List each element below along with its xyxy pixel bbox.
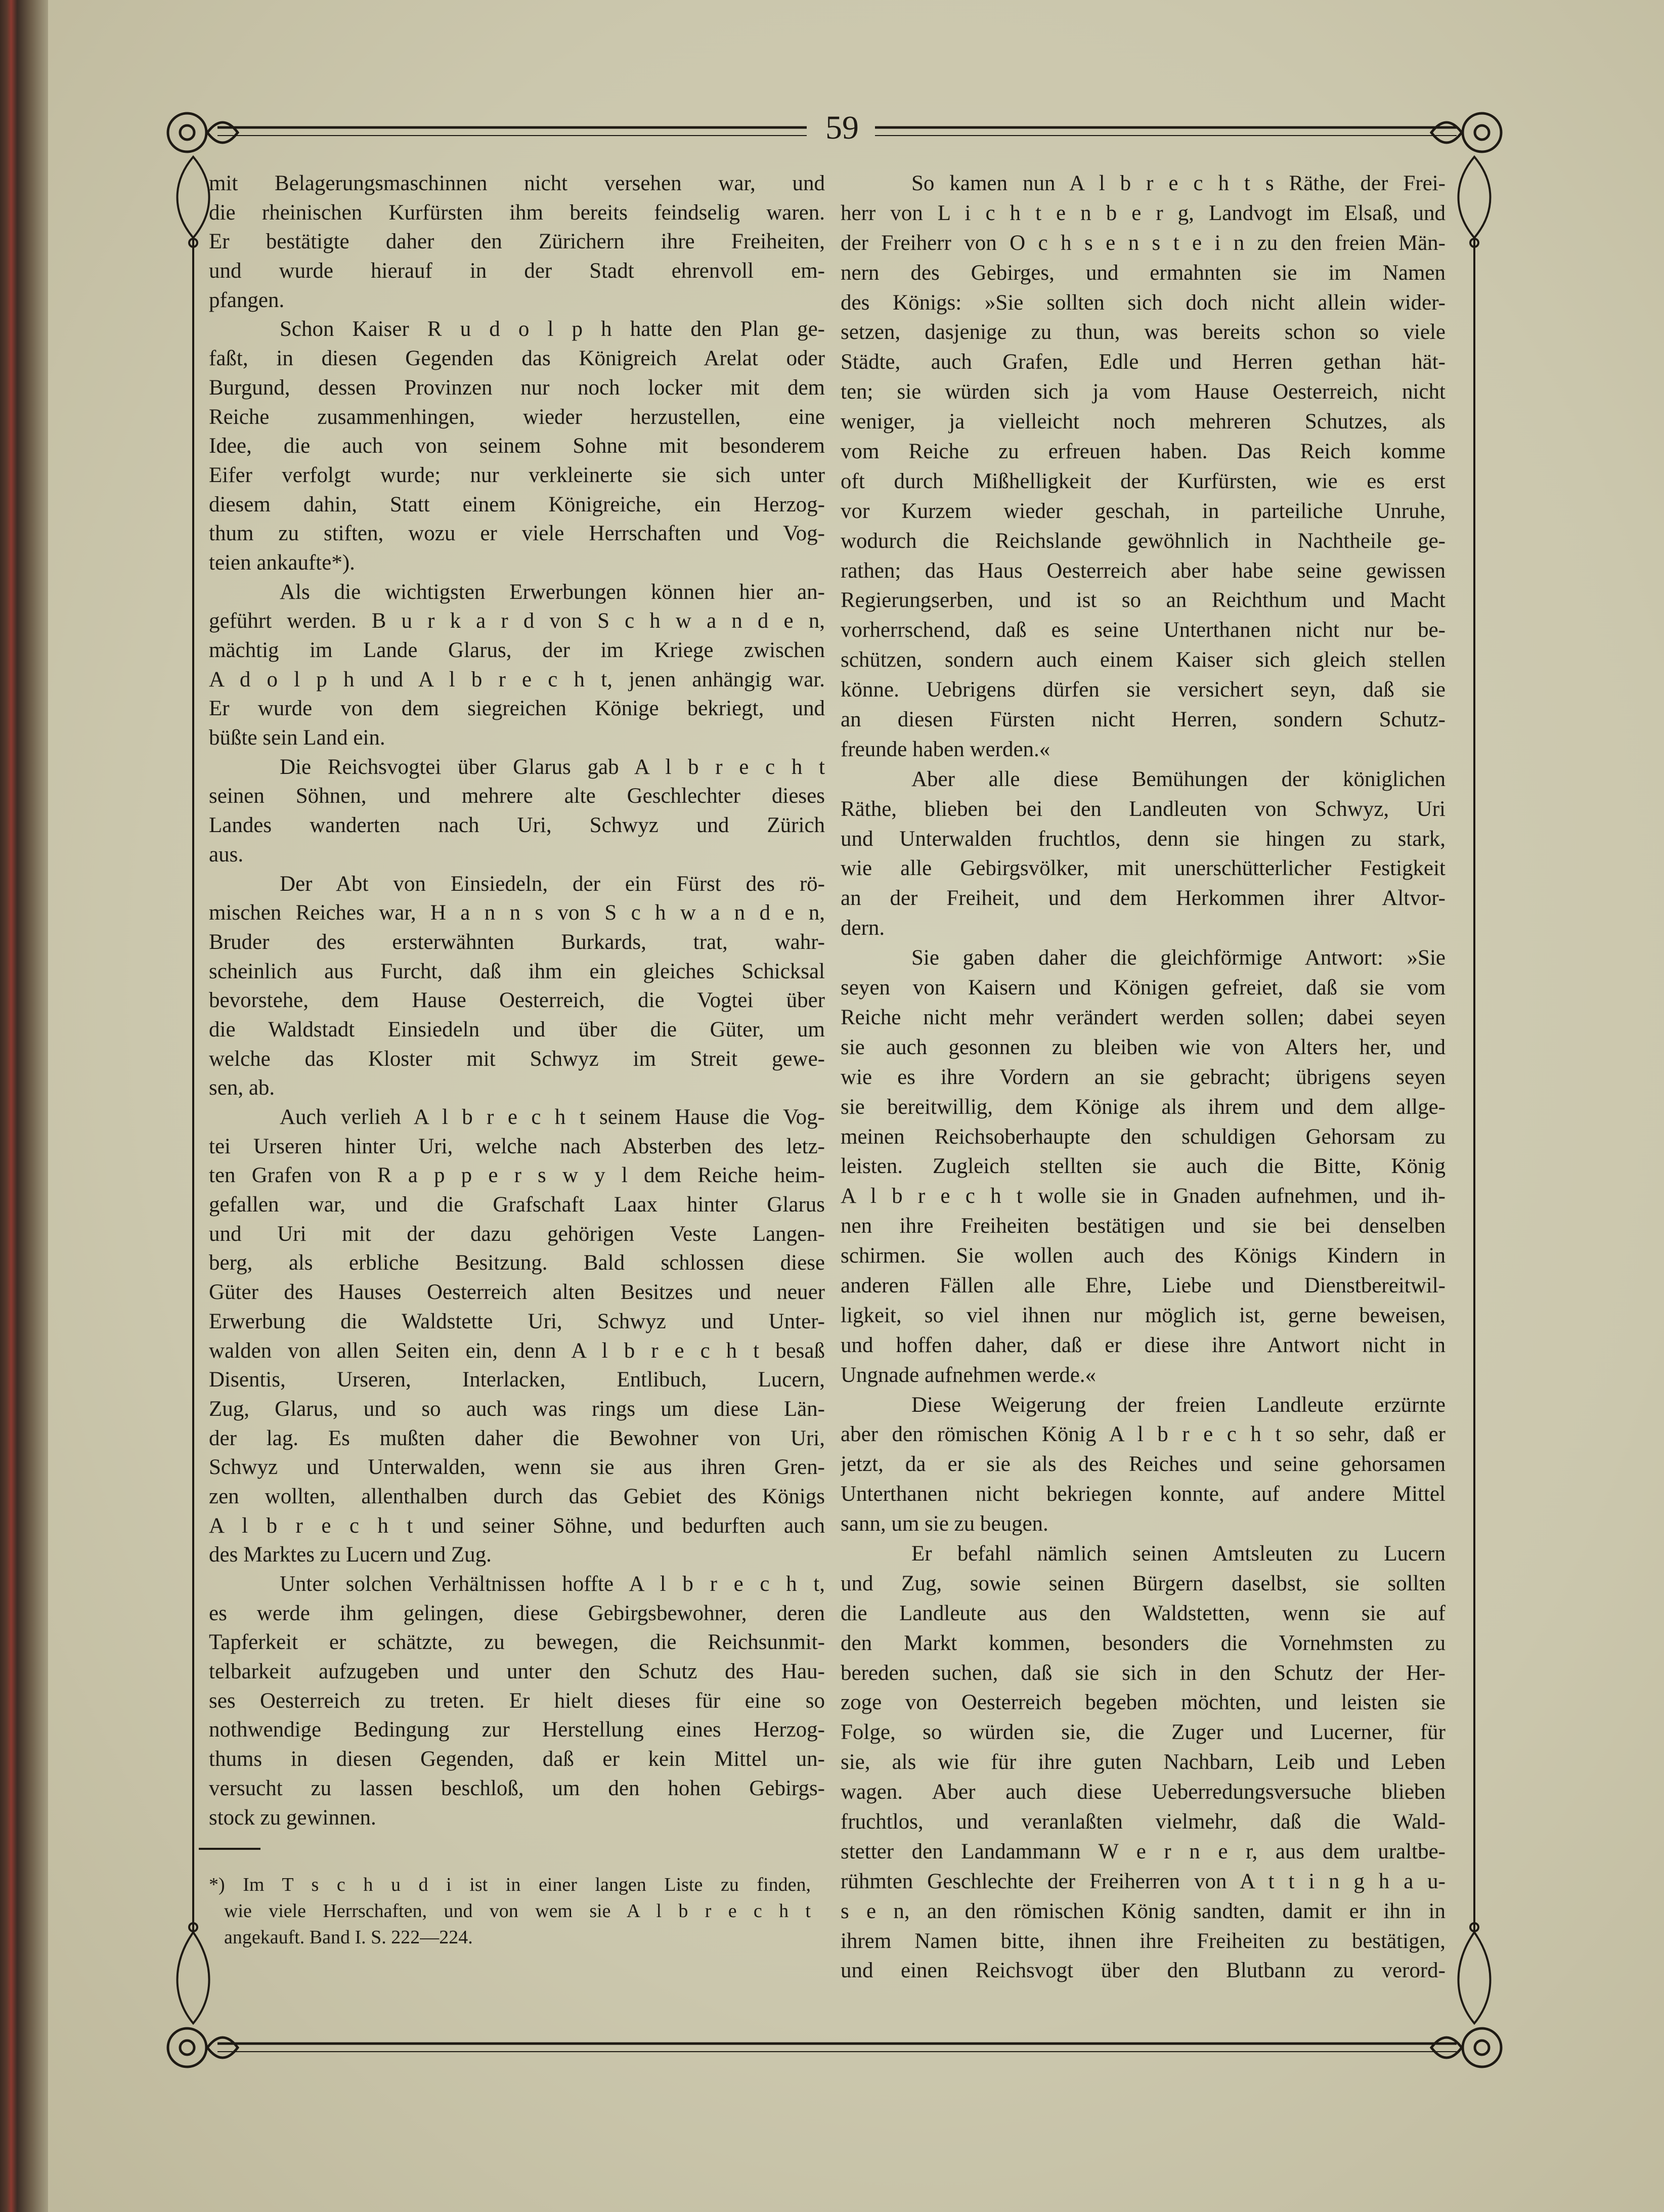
text-line: scheinlich aus Furcht, daß ihm ein gleiches Schicksal xyxy=(209,959,825,983)
footnote-line: *) Im T s c h u d i ist in einer langen Liste zu finden, xyxy=(209,1874,811,1895)
text-line: und wurde hierauf in der Stadt ehrenvoll em- xyxy=(209,259,825,283)
paragraph xyxy=(841,1539,1446,1986)
text-line: Unter solchen Verhältnissen hoffte A l b r e c h t, xyxy=(280,1572,825,1596)
text-line: dern. xyxy=(841,916,885,940)
text-line: büßte sein Land ein. xyxy=(209,726,385,750)
text-line: Bruder des ersterwähnten Burkards, trat, wahr- xyxy=(209,930,825,954)
text-line: faßt, in diesen Gegenden das Königreich Arelat oder xyxy=(209,346,825,371)
text-line: Schwyz und Unterwalden, wenn sie aus ihren Gren- xyxy=(209,1455,825,1480)
text-line: fruchtlos, und veranlaßten vielmehr, daß die Wald- xyxy=(841,1809,1446,1834)
paragraph xyxy=(209,315,825,577)
text-line: nothwendige Bedingung zur Herstellung eines Herzog- xyxy=(209,1718,825,1742)
text-line: der lag. Es mußten daher die Bewohner von Uri, xyxy=(209,1426,825,1450)
text-line: berg, als erbliche Besitzung. Bald schlossen diese xyxy=(209,1251,825,1275)
text-line: Disentis, Urseren, Interlacken, Entlibuch, Lucern, xyxy=(209,1368,825,1392)
text-line: tei Urseren hinter Uri, welche nach Absterben des letz- xyxy=(209,1134,825,1158)
text-line: ten Grafen von R a p p e r s w y l dem Reiche heim- xyxy=(209,1163,825,1188)
text-line: rathen; das Haus Oesterreich aber habe seine gewissen xyxy=(841,558,1446,583)
text-line: Reiche zusammenhingen, wieder herzustellen, eine xyxy=(209,405,825,429)
text-line: sie auch gesonnen zu bleiben wie von Alters her, und xyxy=(841,1035,1446,1059)
text-line: zoge von Oesterreich begeben möchten, und leisten sie xyxy=(841,1690,1446,1715)
text-line: Unterthanen nicht bekriegen konnte, auf andere Mittel xyxy=(841,1482,1446,1506)
text-line: Sie gaben daher die gleichförmige Antwort: »Sie xyxy=(911,946,1446,970)
right-text-column xyxy=(841,169,1446,1986)
text-line: schützen, sondern auch einem Kaiser sich gleich stellen xyxy=(841,648,1446,672)
text-line: schirmen. Sie wollen auch des Königs Kindern in xyxy=(841,1244,1446,1268)
text-line: und einen Reichsvogt über den Blutbann zu verord- xyxy=(841,1959,1446,1983)
text-line: es werde ihm gelingen, diese Gebirgsbewohner, deren xyxy=(209,1601,825,1625)
text-line: ihrem Namen bitte, ihnen ihre Freiheiten zu bestätigen, xyxy=(841,1929,1446,1953)
text-line: walden von allen Seiten ein, denn A l b r e c h t besaß xyxy=(209,1338,825,1363)
paragraph xyxy=(841,943,1446,1390)
text-line: könne. Uebrigens dürfen sie versichert seyn, daß sie xyxy=(841,678,1446,702)
paragraph xyxy=(209,578,825,753)
text-line: wagen. Aber auch diese Ueberredungsversuche blieben xyxy=(841,1780,1446,1804)
text-line: ten; sie würden sich ja vom Hause Oesterreich, nicht xyxy=(841,380,1446,404)
text-line: Diese Weigerung der freien Landleute erzürnte xyxy=(911,1393,1446,1417)
text-line: an diesen Fürsten nicht Herren, sondern Schutz- xyxy=(841,708,1446,732)
text-line: stetter den Landammann W e r n e r, aus dem uraltbe- xyxy=(841,1839,1446,1863)
text-line: Regierungserben, und ist so an Reichthum und Macht xyxy=(841,588,1446,613)
text-line: oft durch Mißhelligkeit der Kurfürsten, wie es erst xyxy=(841,469,1446,493)
text-line: A d o l p h und A l b r e c h t, jenen anhängig war. xyxy=(209,667,825,691)
text-line: aber den römischen König A l b r e c h t so sehr, daß er xyxy=(841,1422,1446,1447)
text-line: sen, ab. xyxy=(209,1076,275,1100)
text-line: versucht zu lassen beschloß, um den hohen Gebirgs- xyxy=(209,1776,825,1800)
text-line: teien ankaufte*). xyxy=(209,550,355,575)
text-line: Städte, auch Grafen, Edle und Herren gethan hät- xyxy=(841,350,1446,374)
text-line: Tapferkeit er schätzte, zu bewegen, die Reichsunmit- xyxy=(209,1630,825,1655)
paragraph xyxy=(209,1570,825,1832)
text-line: Burgund, dessen Provinzen nur noch locker mit dem xyxy=(209,375,825,400)
text-line: rühmten Geschlechte der Freiherren von A t t i n g h a u- xyxy=(841,1869,1446,1893)
text-line: mächtig im Lande Glarus, der im Kriege zwischen xyxy=(209,638,825,662)
footnote xyxy=(209,1872,811,1950)
text-line: seinen Söhnen, und mehrere alte Geschlechter dieses xyxy=(209,784,825,808)
left-text-column xyxy=(209,169,825,1832)
text-line: vor Kurzem wieder geschah, in parteiliche Unruhe, xyxy=(841,499,1446,523)
text-line: Er bestätigte daher den Zürichern ihre Freiheiten, xyxy=(209,230,825,254)
paragraph xyxy=(209,753,825,870)
text-line: Ungnade aufnehmen werde.« xyxy=(841,1363,1097,1387)
text-line: Der Abt von Einsiedeln, der ein Fürst des rö- xyxy=(280,872,825,896)
paragraph xyxy=(841,1391,1446,1539)
text-line: freunde haben werden.« xyxy=(841,737,1050,761)
footnote-divider xyxy=(199,1848,260,1850)
text-line: gefallen war, und die Grafschaft Laax hinter Glarus xyxy=(209,1193,825,1217)
text-line: vom Reiche zu erfreuen haben. Das Reich komme xyxy=(841,440,1446,464)
text-line: Eifer verfolgt wurde; nur verkleinerte sie sich unter xyxy=(209,463,825,487)
text-line: A l b r e c h t wolle sie in Gnaden aufnehmen, und ih- xyxy=(841,1184,1446,1208)
text-line: welche das Kloster mit Schwyz im Streit gewe- xyxy=(209,1047,825,1071)
text-line: Idee, die auch von seinem Sohne mit besonderem xyxy=(209,434,825,458)
text-line: Er befahl nämlich seinen Amtsleuten zu Lucern xyxy=(911,1541,1446,1566)
text-line: Aber alle diese Bemühungen der königlichen xyxy=(911,767,1446,791)
text-line: des Königs: »Sie sollten sich doch nicht allein wider- xyxy=(841,290,1446,315)
text-line: Erwerbung die Waldstette Uri, Schwyz und Unter- xyxy=(209,1309,825,1333)
footnote-line: angekauft. Band I. S. 222—224. xyxy=(224,1927,473,1948)
text-line: geführt werden. B u r k a r d von S c h w a n d e n, xyxy=(209,609,825,633)
text-line: aus. xyxy=(209,842,244,866)
paragraph xyxy=(209,1103,825,1570)
text-line: diesem dahin, Statt einem Königreiche, ein Herzog- xyxy=(209,492,825,516)
text-line: Schon Kaiser R u d o l p h hatte den Plan ge- xyxy=(280,317,825,341)
text-line: pfangen. xyxy=(209,288,285,312)
text-line: Güter des Hauses Oesterreich alten Besitzes und neuer xyxy=(209,1280,825,1305)
text-line: wie alle Gebirgsvölker, mit unerschütterlicher Festigkeit xyxy=(841,856,1446,881)
text-line: meinen Reichsoberhaupte den schuldigen Gehorsam zu xyxy=(841,1124,1446,1149)
text-line: bereden suchen, daß sie sich in den Schutz der Her- xyxy=(841,1661,1446,1685)
text-line: und Uri mit der dazu gehörigen Veste Langen- xyxy=(209,1222,825,1246)
text-line: Die Reichsvogtei über Glarus gab A l b r e c h t xyxy=(280,755,825,779)
text-line: sann, um sie zu beugen. xyxy=(841,1512,1048,1536)
text-line: Als die wichtigsten Erwerbungen können hier an- xyxy=(280,580,825,604)
text-line: seyen von Kaisern und Königen gefreiet, daß sie vom xyxy=(841,976,1446,1000)
text-line: bevorstehe, dem Hause Oesterreich, die Vogtei über xyxy=(209,988,825,1013)
text-line: und Zug, sowie seinen Bürgern daselbst, sie sollten xyxy=(841,1571,1446,1595)
text-line: setzen, dasjenige zu thun, was bereits schon so viele xyxy=(841,320,1446,344)
text-line: thum zu stiften, wozu er viele Herrschaften und Vog- xyxy=(209,522,825,546)
text-line: mit Belagerungsmaschinnen nicht versehen war, und xyxy=(209,171,825,195)
text-line: leisten. Zugleich stellten sie auch die Bitte, König xyxy=(841,1154,1446,1179)
text-line: nern des Gebirges, und ermahnten sie im Namen xyxy=(841,261,1446,285)
text-line: thums in diesen Gegenden, daß er kein Mittel un- xyxy=(209,1747,825,1771)
paragraph xyxy=(841,765,1446,943)
text-line: die Waldstadt Einsiedeln und über die Güter, um xyxy=(209,1017,825,1042)
text-line: anderen Fällen alle Ehre, Liebe und Dienstbereitwil- xyxy=(841,1273,1446,1297)
text-line: weniger, ja vielleicht noch mehreren Schutzes, als xyxy=(841,410,1446,434)
page-number: 59 xyxy=(825,109,859,146)
paragraph xyxy=(209,870,825,1103)
text-line: Er wurde von dem siegreichen Könige bekriegt, und xyxy=(209,697,825,721)
text-line: s e n, an den römischen König sandten, damit er ihn in xyxy=(841,1899,1446,1923)
footnote-line: wie viele Herrschaften, und von wem sie A l b r e c h t xyxy=(224,1900,811,1922)
text-line: vorherrschend, daß es seine Unterthanen nicht nur be- xyxy=(841,618,1446,642)
text-line: den Markt kommen, besonders die Vornehmsten zu xyxy=(841,1631,1446,1655)
text-line: Räthe, blieben bei den Landleuten von Schwyz, Uri xyxy=(841,797,1446,821)
text-line: telbarkeit aufzugeben und unter den Schutz des Hau- xyxy=(209,1660,825,1684)
text-line: Reiche nicht mehr verändert werden sollen; dabei seyen xyxy=(841,1005,1446,1029)
text-line: an der Freiheit, und dem Herkommen ihrer Altvor- xyxy=(841,886,1446,910)
text-line: wodurch die Reichslande gewöhnlich in Nachtheile ge- xyxy=(841,529,1446,553)
paragraph xyxy=(209,169,825,315)
text-line: ses Oesterreich zu treten. Er hielt dieses für eine so xyxy=(209,1688,825,1713)
text-line: herr von L i c h t e n b e r g, Landvogt im Elsaß, und xyxy=(841,201,1446,225)
text-line: sie, als wie für ihre guten Nachbarn, Leib und Leben xyxy=(841,1750,1446,1774)
text-line: stock zu gewinnen. xyxy=(209,1805,376,1830)
text-line: jetzt, da er sie als des Reiches und seine gehorsamen xyxy=(841,1452,1446,1477)
text-line: Zug, Glarus, und so auch was rings um diese Län- xyxy=(209,1397,825,1421)
paragraph xyxy=(841,169,1446,765)
text-line: Auch verlieh A l b r e c h t seinem Hause die Vog- xyxy=(280,1105,825,1129)
text-line: der Freiherr von O c h s e n s t e i n zu den freien Män- xyxy=(841,231,1446,255)
text-line: Landes wanderten nach Uri, Schwyz und Zürich xyxy=(209,813,825,838)
text-line: Folge, so würden sie, die Zuger und Lucerner, für xyxy=(841,1720,1446,1745)
text-line: nen ihre Freiheiten bestätigen und sie bei denselben xyxy=(841,1214,1446,1238)
text-line: die rheinischen Kurfürsten ihm bereits feindselig waren. xyxy=(209,200,825,225)
text-line: wie es ihre Vordern an sie gebracht; übrigens seyen xyxy=(841,1065,1446,1089)
text-line: und hoffen daher, daß er diese ihre Antwort nicht in xyxy=(841,1333,1446,1357)
text-line: A l b r e c h t und seiner Söhne, und bedurften auch xyxy=(209,1513,825,1538)
text-line: sie bereitwillig, dem Könige als ihrem und dem allge- xyxy=(841,1095,1446,1119)
text-line: und Unterwalden fruchtlos, denn sie hingen zu stark, xyxy=(841,827,1446,851)
text-line: mischen Reiches war, H a n n s von S c h w a n d e n, xyxy=(209,901,825,925)
text-line: So kamen nun A l b r e c h t s Räthe, der Frei- xyxy=(911,171,1446,195)
text-line: ligkeit, so viel ihnen nur möglich ist, gerne beweisen, xyxy=(841,1303,1446,1327)
text-line: des Marktes zu Lucern und Zug. xyxy=(209,1543,492,1567)
text-line: zen wollten, allenthalben durch das Gebiet des Königs xyxy=(209,1484,825,1508)
text-line: die Landleute aus den Waldstetten, wenn sie auf xyxy=(841,1601,1446,1625)
